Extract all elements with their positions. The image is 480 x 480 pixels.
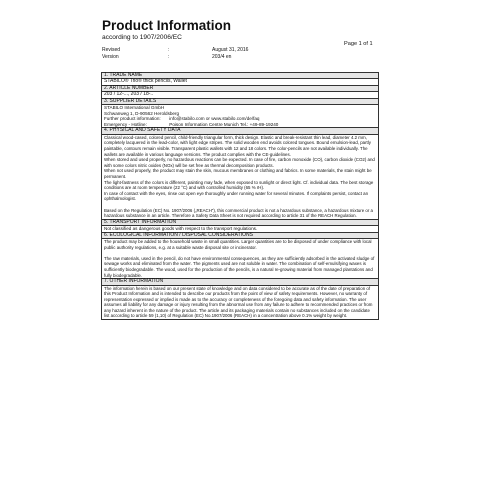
- document-title: Product Information: [102, 18, 231, 33]
- version-value: 203/4 en: [212, 54, 232, 60]
- transport-value: Not classified as dangerous goods with respect to the transport regulations.: [102, 225, 378, 231]
- version-separator: :: [168, 54, 170, 60]
- other-info-paragraph: The information herein is based on our present state of knowledge and on data considered to be accurate as of the date of preparation of this Product Information and is intended to describe our products from the point of view of safety requirements. However, no warranty of representation expressed or implied is made as to the accuracy or completeness of the foregoing data and safety information. The user assumes all liability for any damage or injury resulting from the abnormal use from any failure to adhere to recommended practices or from any hazard inherent in the nature of the product. The article and its packaging materials contain no substances included on the candidate list according to article 59 (1,10) of Regulation (EC) No.1907/2006 (REACH) in a concentration above 0.1% weight by weight.: [104, 285, 373, 319]
- supplier-address: Schwanweg 1, D-90562 Heroldsberg: [104, 110, 180, 116]
- ecological-text: [102, 238, 378, 278]
- further-info-label: Further product information:: [104, 116, 161, 122]
- physical-safety-heading: 4. PHYSICAL AND SAFETY DATA: [102, 127, 378, 133]
- revised-label: Revised: [102, 47, 121, 53]
- article-number-value: 203 / 12-..., 203 / 18-..: [102, 91, 378, 97]
- article-number-heading: 2. ARTICLE NUMBER: [102, 85, 378, 91]
- trade-name-heading: 1. TRADE NAME: [102, 73, 378, 78]
- other-info-text: [102, 285, 378, 320]
- revised-separator: :: [168, 47, 170, 53]
- version-label: Version: [102, 54, 119, 60]
- product-info-table: [101, 72, 379, 320]
- page-number: Page 1 of 1: [344, 41, 373, 47]
- transport-heading: 5. TRANSPORT INFORMATION: [102, 219, 378, 225]
- ecological-paragraph-2: The raw materials, used in the pencil, do not have environmental consequences, as they are sufficiently adsorbed in the activated sludge of sewage works and eliminated from the water. The pigments used are not soluble in water. The combination of self-emulsifying waxes is sufficiently biodegradable. The wood, used for the production of the pencils, is a natural re-growing material from managed plantations and fully biodegradable.: [104, 255, 375, 278]
- emergency-value: Poison Information Centre Munich Tel.: +49-89-19240: [169, 121, 279, 127]
- other-info-heading: 7. OTHER INFORMATION: [102, 278, 378, 284]
- revised-value: August 31, 2016: [212, 47, 249, 53]
- supplier-heading: 3. SUPPLIER DETAILS: [102, 98, 378, 104]
- emergency-label: Emergency - Hotline:: [104, 121, 147, 127]
- ecological-heading: 6. ECOLOGICAL INFORMATION / DISPOSAL CONSIDERATIONS: [102, 232, 378, 238]
- supplier-company: STABILO International GmbH: [104, 105, 165, 111]
- further-info-value: info@stabilo.com or www.stabilo.com/de/faq: [169, 116, 260, 122]
- physical-safety-text: [102, 134, 378, 219]
- physical-safety-paragraph: Classical wood-cased, colored pencil, child-friendly triangular form, thick design. Elastic and break-resistant thin lead, diameter 4.2 mm, completely lacquered in the lead-color, with light edge stripes. The solid wooden end avoids colored tongues. Bound emulsion-lead, partly paintable, contours remain visible. Transparent plastic wallets with 12 and 18 colors. The color-pencils are not available individually. The wallets are available in various language versions. The product complies with the CE-guidelines. When stored and used properly, no hazardous reactions can be expected. In case of fire, carbon monoxide (CO), carbon dioxide (CO2) and with some colors nitric oxides (NOx) will be set free as thermal decomposition products. When not used properly, the product may stain the skin, mucous membranes or clothing and fabrics. In some materials, the stain might be permanent. The light-fastness of the colors is different, painting may fade, when exposed to sunlight or direct light. Cf. individual data. The best storage conditions are at room temperature (22 °C) and with controlled humidity (65 % rH). In case of contact with the eyes, rinse out open eye thoroughly under running water for several minutes. If complaints persist, contact an ophthalmologist.: [104, 134, 375, 202]
- reach-paragraph: Based on the Regulation (EC) No. 1907/2006 („REACH“), this commercial product is not a hazardous substance, a hazardous mixture or a hazardous substance in an article. Therefore a Safety Data Sheet is not required according to article 31 of the REACH Regulation.: [104, 207, 373, 219]
- trade-name-value: STABILO® Trio® thick pencils, Wallet: [102, 78, 378, 84]
- document-subtitle: according to 1907/2006/EC: [102, 34, 182, 41]
- ecological-paragraph-1: The product may be added to the household waste in small quantities. Larger quantities are to be disposed of under compliance with local public authority regulations, e.g. at a suitable waste disposal site or incinerator.: [104, 238, 372, 250]
- supplier-details: [102, 104, 378, 127]
